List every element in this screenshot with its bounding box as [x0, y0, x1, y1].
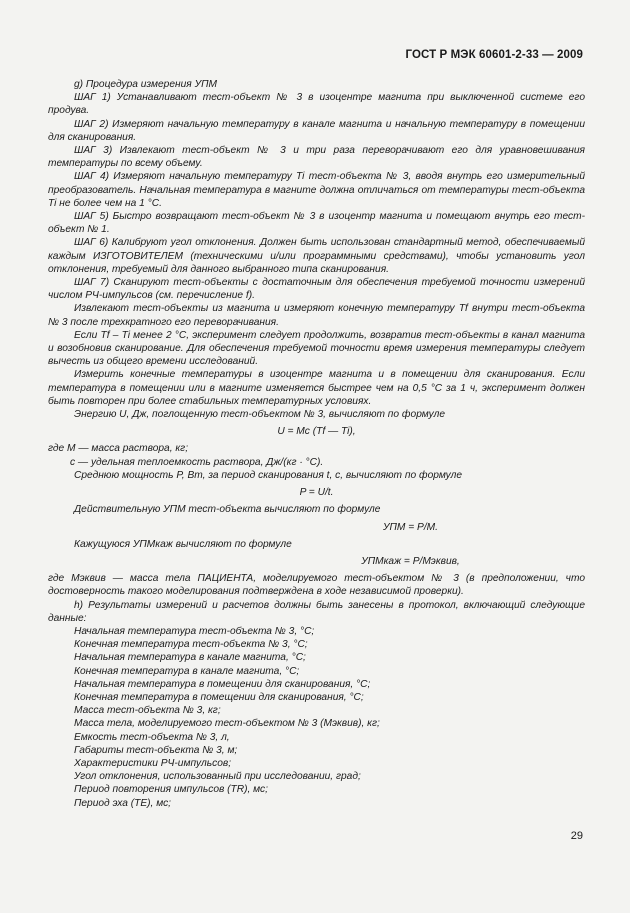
final-temp-paragraph: Измерить конечные температуры в изоцентре магнита и в помещении для сканирования. Если температура в помещении или в магните изменяется быстрее чем на 0,5 °C за 1 ч, эксперимент должен быть повторен при более стабильных температурных условиях.: [48, 369, 585, 407]
result-item: Начальная температура тест-объекта № 3, °C;: [74, 625, 315, 637]
result-item: Конечная температура в помещении для сканирования, °C;: [74, 691, 364, 703]
standard-header: ГОСТ Р МЭК 60601-2-33 — 2009: [405, 49, 583, 61]
sar-formula: УПМ = P/M.: [383, 521, 438, 533]
condition-paragraph: Если Tf – Ti менее 2 °C, эксперимент следует продолжить, возвратив тест-объекты в канал магнита и возобновив сканирование. Для обеспечения требуемой точности время измерения температуры следует вычесть из общего времени исследований.: [48, 329, 585, 368]
step-2: ШАГ 2) Измеряют начальную температуру в канале магнита и начальную температуру в помещении для сканирования.: [48, 118, 585, 143]
result-item: Начальная температура в помещении для сканирования, °C;: [74, 678, 371, 690]
where-c: c — удельная теплоемкость раствора, Дж/(кг · °C).: [70, 456, 324, 468]
apparent-sar-intro: Кажущуюся УПМкаж вычисляют по формуле: [74, 538, 292, 550]
step-6: ШАГ 6) Калибруют угол отклонения. Должен быть использован стандартный метод, обеспечиваемый каждым ИЗГОТОВИТЕЛЕМ (техническими и/или программными средствами), чтобы установить угол отклонения, требуемый для данного выбранного типа сканирования.: [48, 237, 585, 275]
apparent-sar-formula: УПМкаж = P/Mэквив,: [361, 555, 460, 567]
result-item: Масса тела, моделируемого тест-объектом № 3 (Mэквив), кг;: [74, 718, 380, 730]
result-item: Период эха (TE), мс;: [74, 797, 172, 809]
result-item: Конечная температура в канале магнита, °C;: [74, 665, 300, 677]
result-item: Угол отклонения, использованный при исследовании, град;: [74, 771, 361, 783]
power-intro: Среднюю мощность P, Вт, за период сканирования t, с, вычисляют по формуле: [74, 469, 463, 481]
step-1: ШАГ 1) Устанавливают тест-объект № 3 в изоцентре магнита при выключенной системе его продува.: [48, 92, 585, 117]
power-formula: P = U/t.: [299, 487, 334, 499]
page-number: 29: [570, 830, 583, 842]
where-mequiv: где Mэквив — масса тела ПАЦИЕНТА, моделируемого тест-объектом № 3 (в предположении, что достоверность такого моделирования подтверждена в ходе независимой проверки).: [48, 573, 585, 598]
step-7: ШАГ 7) Сканируют тест-объекты с достаточным для обеспечения требуемой точности измерений числом РЧ-импульсов (см. перечисление f).: [48, 277, 585, 302]
where-m: где M — масса раствора, кг;: [48, 443, 189, 455]
energy-intro: Энергию U, Дж, поглощенную тест-объектом № 3, вычисляют по формуле: [74, 409, 446, 421]
results-intro: h) Результаты измерений и расчетов должны быть занесены в протокол, включающий следующие данные:: [48, 599, 585, 624]
extract-paragraph: Извлекают тест-объекты из магнита и измеряют конечную температуру Tf внутри тест-объекта № 3 после трехкратного его переворачивания.: [48, 303, 585, 328]
step-3: ШАГ 3) Извлекают тест-объект № 3 и три раза переворачивают его для уравновешивания температуры по всему объему.: [48, 145, 585, 170]
result-item: Масса тест-объекта № 3, кг;: [74, 705, 221, 717]
result-item: Характеристики РЧ-импульсов;: [74, 757, 232, 769]
step-4: ШАГ 4) Измеряют начальную температуру Ti тест-объекта № 3, вводя внутрь его измерительный преобразователь. Начальная температура в магните должна отличаться от температуры тест-объекта Ti не более чем на 1 °C.: [48, 171, 585, 209]
section-g-heading: g) Процедура измерения УПМ: [74, 79, 217, 90]
result-item: Емкость тест-объекта № 3, л,: [74, 731, 230, 743]
energy-formula: U = Mc (Tf — Ti),: [277, 426, 356, 438]
step-5: ШАГ 5) Быстро возвращают тест-объект № 3 в изоцентр магнита и помещают внутрь его тест-объект № 1.: [48, 211, 585, 236]
result-item: Конечная температура тест-объекта № 3, °C;: [74, 639, 308, 651]
result-item: Габариты тест-объекта № 3, м;: [74, 744, 238, 756]
result-item: Период повторения импульсов (TR), мс;: [74, 784, 268, 796]
body-text: [48, 78, 585, 810]
sar-intro: Действительную УПМ тест-объекта вычисляют по формуле: [74, 504, 381, 516]
result-item: Начальная температура в канале магнита, °C;: [74, 652, 306, 664]
